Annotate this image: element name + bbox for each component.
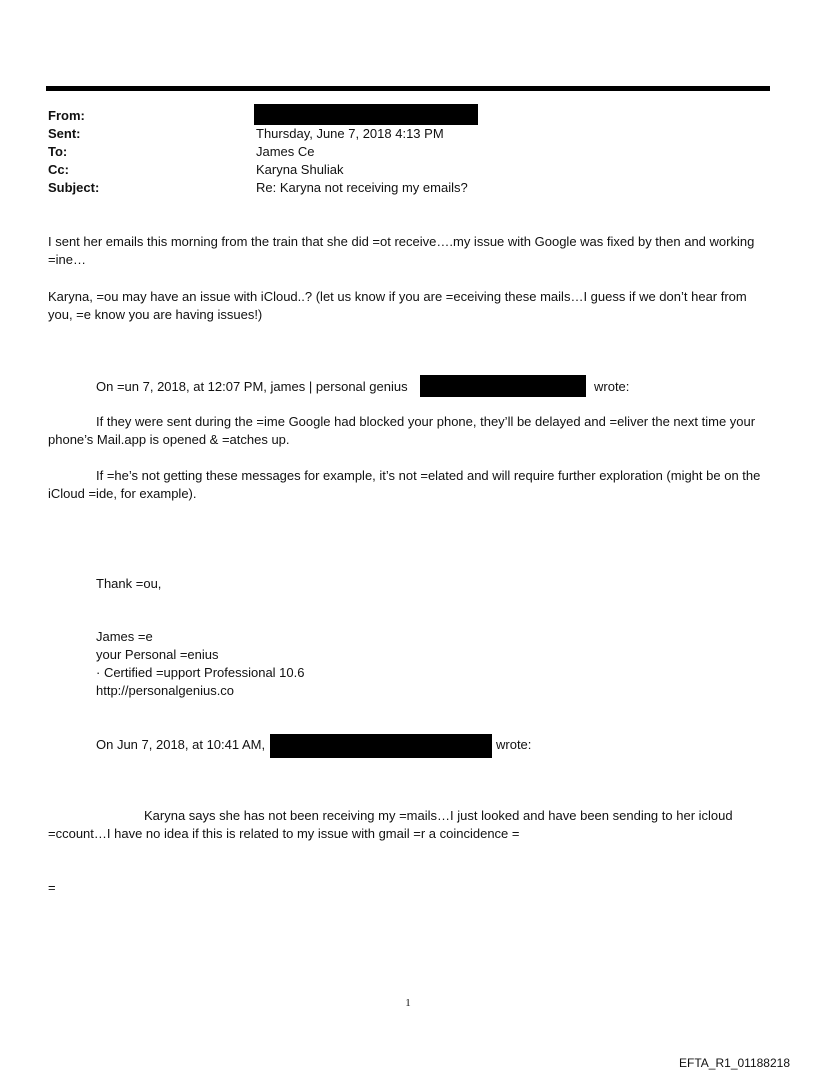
signature-url: http://personalgenius.co xyxy=(96,683,235,698)
body-paragraph-4: If =he’s not getting these messages for example, it’s not =elated and will require further exploration (might be on the iCloud =ide, for example). xyxy=(48,468,761,501)
body-paragraph-2: Karyna, =ou may have an issue with iCloud..? (let us know if you are =eceiving these mails…I guess if we don’t hear from you, =e know you are having issues!) xyxy=(48,289,747,322)
subject-label: Subject: xyxy=(48,180,100,195)
sent-label: Sent: xyxy=(48,126,81,141)
header-rule xyxy=(46,86,770,91)
subject-value: Re: Karyna not receiving my emails? xyxy=(256,180,468,195)
redacted-sender xyxy=(254,104,478,125)
quote-1-prefix: On =un 7, 2018, at 12:07 PM, james | personal genius xyxy=(96,379,408,394)
page-number: 1 xyxy=(405,997,411,1009)
cc-label: Cc: xyxy=(48,162,69,177)
quote-1-suffix: wrote: xyxy=(594,379,630,394)
to-value: James Ce xyxy=(256,144,315,159)
signature-title: your Personal =enius xyxy=(96,647,219,662)
quote-2-prefix: On Jun 7, 2018, at 10:41 AM, xyxy=(96,737,266,752)
to-label: To: xyxy=(48,144,68,159)
trailing-char: = xyxy=(48,880,56,895)
thanks-line: Thank =ou, xyxy=(96,576,162,591)
signature-name: James =e xyxy=(96,629,153,644)
document-id: EFTA_R1_01188218 xyxy=(679,1056,790,1070)
redacted-email-2 xyxy=(270,734,492,758)
quote-2-suffix: wrote: xyxy=(496,737,532,752)
body-paragraph-5: Karyna says she has not been receiving my =mails…I just looked and have been sending to her icloud =ccount…I have no idea if this is related to my issue with gmail =r a coincidence = xyxy=(48,808,733,841)
from-label: From: xyxy=(48,108,85,123)
body-paragraph-1: I sent her emails this morning from the train that she did =ot receive….my issue with Google was fixed by then and working =ine… xyxy=(48,234,755,267)
redacted-email-1 xyxy=(420,375,586,397)
quote-1-intro xyxy=(96,378,408,396)
body-paragraph-3: If they were sent during the =ime Google had blocked your phone, they’ll be delayed and =eliver the next time your phone’s Mail.app is opened & =atches up. xyxy=(48,414,756,447)
cc-value: Karyna Shuliak xyxy=(256,162,344,177)
sent-value: Thursday, June 7, 2018 4:13 PM xyxy=(256,126,444,141)
signature-cert: · Certified =upport Professional 10.6 xyxy=(96,665,305,680)
